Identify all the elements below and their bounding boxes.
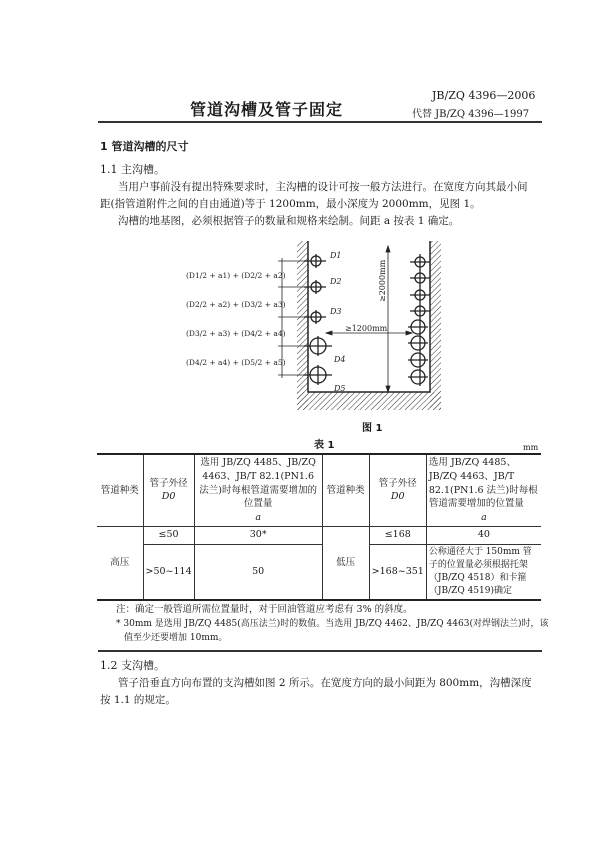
header-cell: 管道种类 [97,454,143,526]
diameter-cell: >168~351 [369,544,426,600]
table-footnote: * 30mm 是选用 JB/ZQ 4485(高压法兰)时的数值。当选用 JB/ZQ 4462、JB/ZQ 4463(对焊钢法兰)时，该 [116,619,549,629]
type-cell: 高压 [97,526,143,600]
header-symbol: a [255,512,261,524]
table-unit: mm [523,443,539,452]
table-row [97,526,541,544]
table-note: 注：确定一般管道所需位置量时，对于回油管道应考虑有 3% 的斜度。 [116,604,413,615]
amount-cell: 30* [194,526,322,544]
header-text: 选用 JB/ZQ 4485、JB/ZQ 4463、JB/T 82.1(PN1.6 法兰)时每根管道需要增加的位置量 [428,457,538,510]
pipe-label: D5 [334,384,346,393]
header-cell [143,454,194,526]
replaces-standard: 代替 JB/ZQ 4396—1997 [412,109,530,120]
figure-caption: 图 1 [362,423,383,434]
header-text: 管子外径 [149,477,188,489]
header-symbol: D0 [390,491,405,503]
depth-label: ≥2000mm [378,259,387,302]
header-symbol: D0 [161,491,176,503]
table-1 [97,453,541,601]
spacing-formula: (D2/2 + a2) + (D3/2 + a3) [186,300,286,309]
section-1-1-heading: 1.1 主沟槽。 [100,163,165,176]
diameter-cell: ≤50 [143,526,194,544]
pipe-label: D1 [330,251,342,260]
amount-cell: 40 [426,526,541,544]
standard-number: JB/ZQ 4396—2006 [432,89,536,102]
table-header-row [97,454,541,526]
table-row [97,544,541,600]
paragraph-line: 当用户事前没有提出特殊要求时，主沟槽的设计可按一般方法进行。在宽度方向其最小间 [118,181,528,193]
header-symbol: a [481,512,487,524]
section-1-2-heading: 1.2 支沟槽。 [100,659,165,672]
header-cell [194,454,322,526]
amount-cell: 公称通径大于 150mm 管子的位置量必须根据托架（JB/ZQ 4518）和卡箍（JB/ZQ 4519)确定 [426,544,541,600]
type-cell: 低压 [322,526,369,600]
header-cell: 管道种类 [322,454,369,526]
diameter-cell: >50~114 [143,544,194,600]
paragraph-line: 管子沿垂直方向布置的支沟槽如图 2 所示。在宽度方向的最小间距为 800mm，沟槽深度 [118,677,532,689]
paragraph-line: 距(指管道附件之间的自由通道)等于 1200mm，最小深度为 2000mm，见图 1。 [100,198,481,210]
page-title: 管道沟槽及管子固定 [190,100,344,119]
spacing-formula: (D3/2 + a3) + (D4/2 + a4) [186,329,286,338]
amount-cell: 50 [194,544,322,600]
table-caption: 表 1 [314,440,335,451]
header-text: 管子外径 [378,477,417,489]
width-label: ≥1200mm [345,324,388,333]
diameter-cell: ≤168 [369,526,426,544]
header-text: 选用 JB/ZQ 4485、JB/ZQ 4463、JB/T 82.1(PN1.6 法兰)时每根管道需要增加的位置量 [199,457,318,510]
paragraph-line: 按 1.1 的规定。 [100,694,176,706]
note-rule [98,650,542,652]
header-cell [369,454,426,526]
paragraph-line: 沟槽的地基图，必须根据管子的数量和规格来绘制。间距 a 按表 1 确定。 [118,215,460,227]
section-1-heading: 1 管道沟槽的尺寸 [100,140,189,153]
right-pipes [408,254,430,386]
header-cell [426,454,541,526]
table-footnote: 值至少还要增加 10mm。 [124,633,228,643]
spacing-formula: (D1/2 + a1) + (D2/2 + a2) [186,271,286,280]
pipe-label: D3 [330,307,342,316]
spacing-formula: (D4/2 + a4) + (D5/2 + a5) [186,358,286,367]
pipe-label: D4 [334,355,346,364]
pipe-label: D2 [330,277,342,286]
